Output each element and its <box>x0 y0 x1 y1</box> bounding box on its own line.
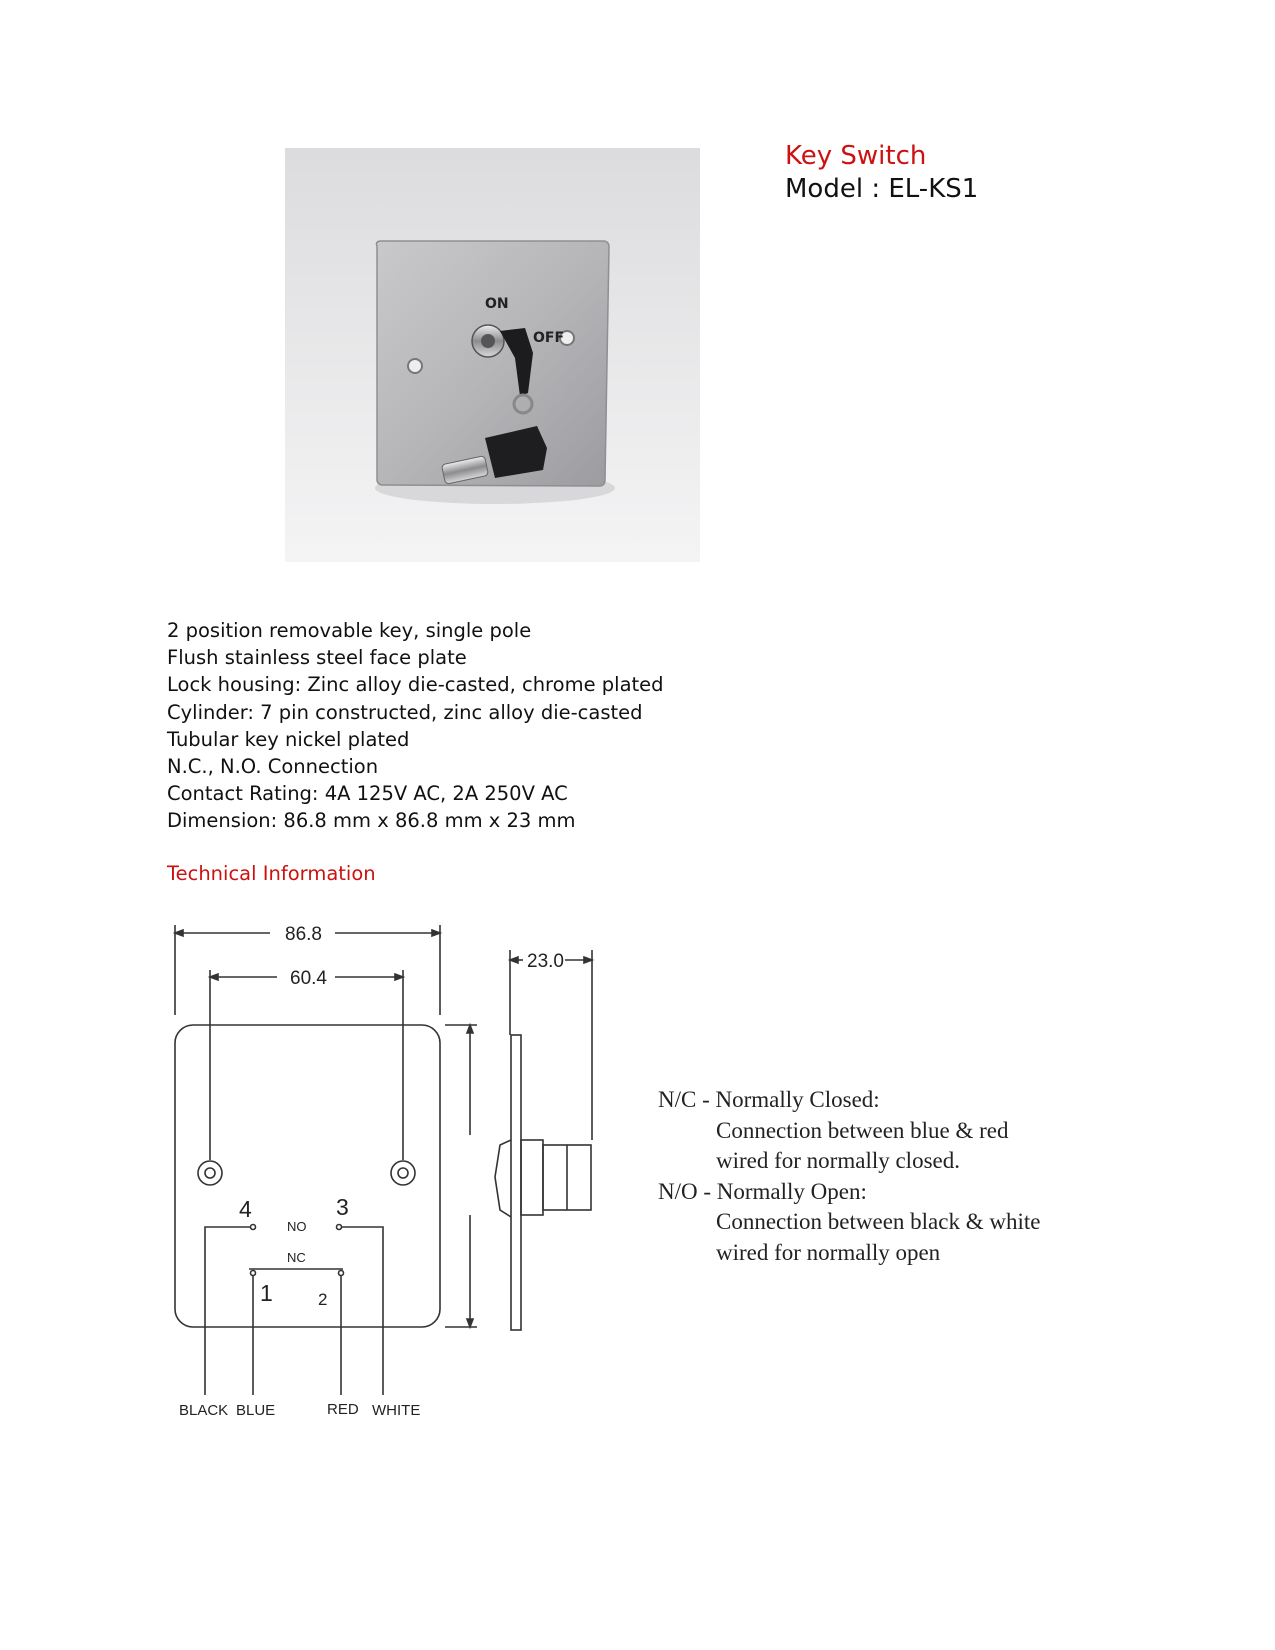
terminal-3: 3 <box>336 1194 349 1220</box>
spec-item: Dimension: 86.8 mm x 86.8 mm x 23 mm <box>167 809 576 833</box>
spec-item: Cylinder: 7 pin constructed, zinc alloy die-casted <box>167 700 643 724</box>
spec-item: Contact Rating: 4A 125V AC, 2A 250V AC <box>167 782 568 806</box>
no-line-2: wired for normally open <box>716 1239 941 1265</box>
spec-item: 2 position removable key, single pole <box>167 619 532 642</box>
width-dimension: 86.8 <box>285 924 322 945</box>
nc-label: NC <box>287 1250 306 1265</box>
spec-list <box>167 617 664 835</box>
spec-item: Tubular key nickel plated <box>167 727 410 751</box>
wire-white-label: WHITE <box>372 1402 421 1419</box>
product-header <box>785 140 978 206</box>
photo-on-label: ON <box>485 296 509 312</box>
model-number: Model : EL-KS1 <box>785 174 979 204</box>
product-photo <box>285 148 700 562</box>
side-plate <box>511 1035 521 1330</box>
connection-notes <box>658 1085 1040 1268</box>
hole-spacing-dimension: 60.4 <box>290 968 327 989</box>
spec-item: Lock housing: Zinc alloy die-casted, chrome plated <box>167 673 664 697</box>
terminal-1: 1 <box>260 1280 273 1306</box>
terminal-2: 2 <box>318 1290 328 1309</box>
nc-line-1: Connection between blue & red <box>716 1117 1009 1143</box>
nc-line-2: wired for normally closed. <box>716 1148 960 1173</box>
wire-black-label: BLACK <box>179 1402 229 1419</box>
mount-hole-left <box>198 1161 222 1185</box>
mount-hole-right <box>391 1161 415 1185</box>
wire-blue-label: BLUE <box>236 1402 276 1419</box>
technical-info-title: Technical Information <box>167 862 376 885</box>
no-line-1: Connection between black & white <box>716 1209 1041 1234</box>
photo-off-label: OFF <box>533 330 565 346</box>
technical-drawing <box>165 915 625 1429</box>
terminal-4: 4 <box>239 1196 252 1222</box>
no-label: NO <box>287 1219 307 1234</box>
nc-heading: N/C - Normally Closed: <box>658 1087 880 1112</box>
depth-dimension: 23.0 <box>527 951 564 972</box>
spec-item: N.C., N.O. Connection <box>167 755 379 779</box>
wire-red-label: RED <box>327 1401 359 1418</box>
spec-item: Flush stainless steel face plate <box>167 646 467 670</box>
product-title: Key Switch <box>785 141 927 171</box>
mount-hole-left <box>408 359 422 373</box>
no-heading: N/O - Normally Open: <box>658 1178 867 1204</box>
